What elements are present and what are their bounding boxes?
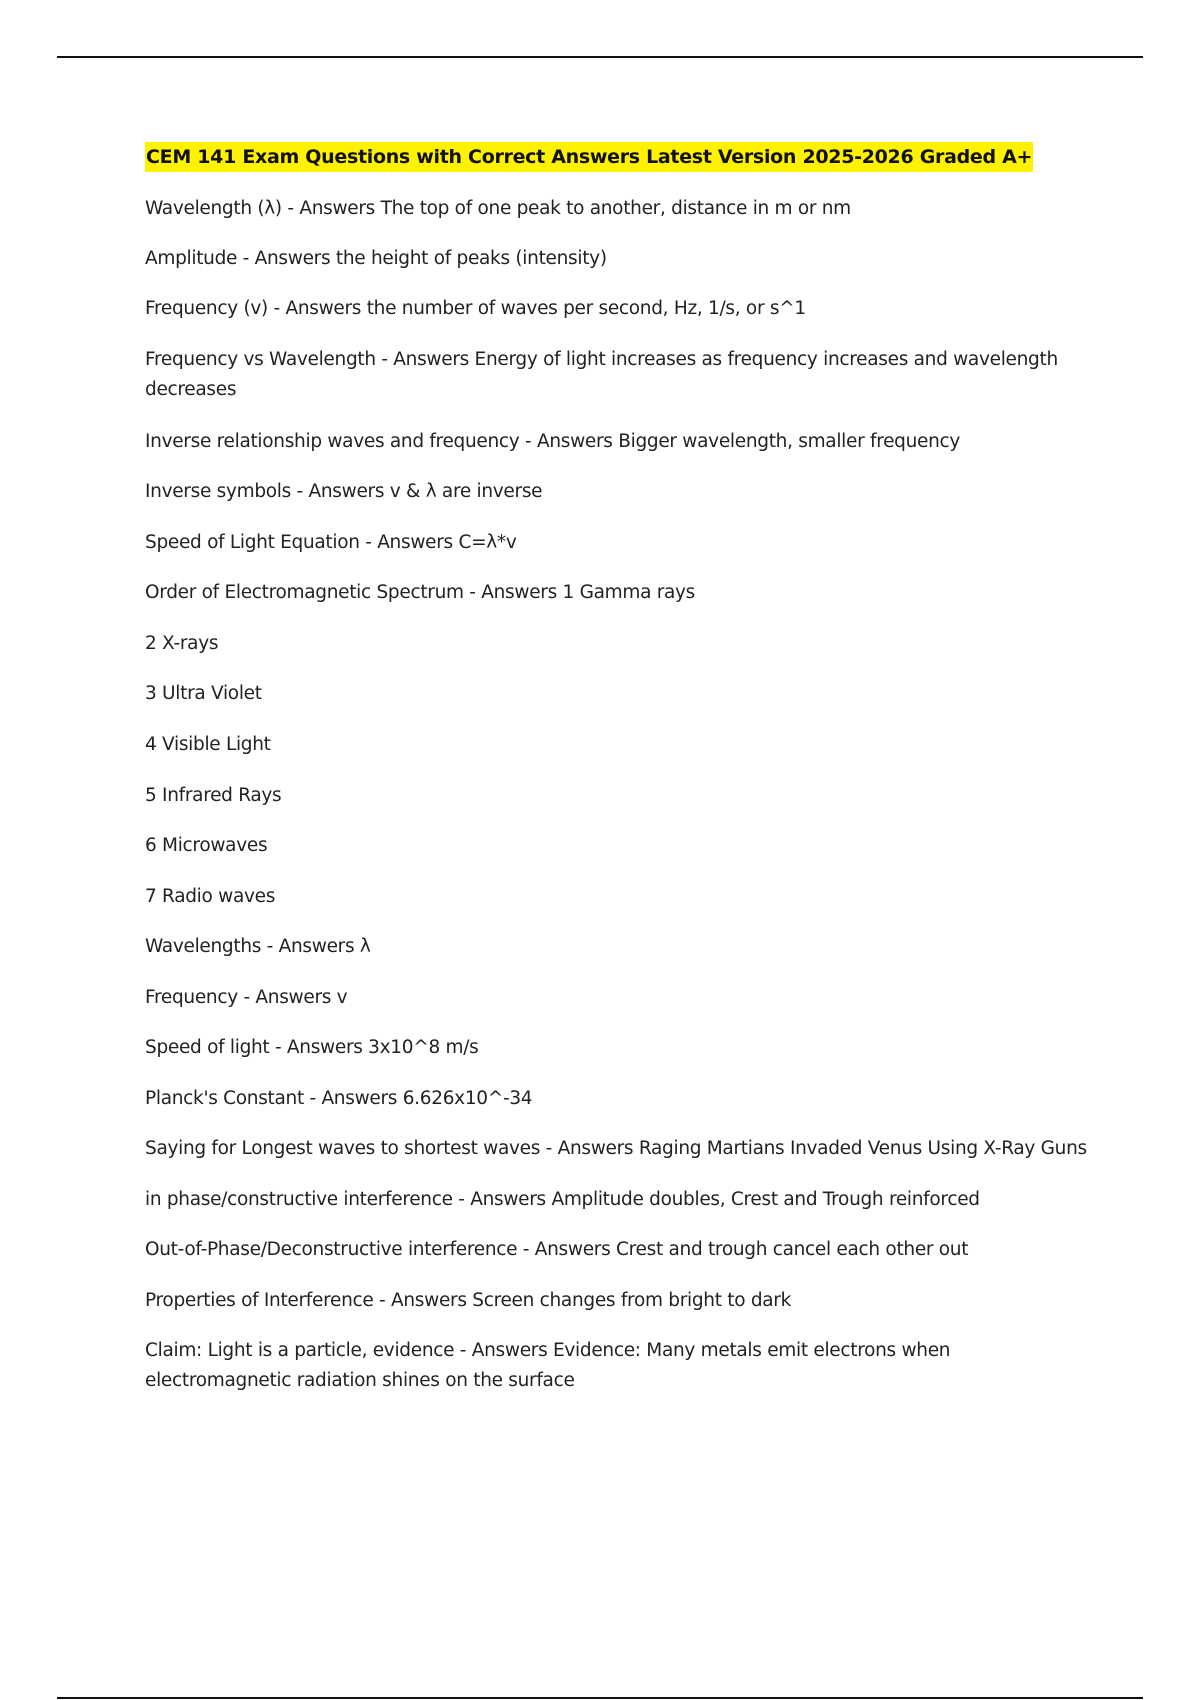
list-item: Speed of light - Answers 3x10^8 m/s <box>145 1037 479 1058</box>
header-rule <box>57 56 1143 58</box>
list-item: 2 X-rays <box>145 633 219 654</box>
list-item: 3 Ultra Violet <box>145 683 262 704</box>
list-item: Inverse symbols - Answers v & λ are inverse <box>145 481 543 502</box>
list-item: 6 Microwaves <box>145 835 268 856</box>
list-item: Wavelength (λ) - Answers The top of one peak to another, distance in m or nm <box>145 198 851 219</box>
list-item: 4 Visible Light <box>145 734 271 755</box>
list-item: Wavelengths - Answers λ <box>145 936 371 957</box>
list-item: 7 Radio waves <box>145 886 276 907</box>
list-item: Speed of Light Equation - Answers C=λ*v <box>145 532 517 553</box>
list-item: Properties of Interference - Answers Screen changes from bright to dark <box>145 1290 792 1311</box>
list-item: 5 Infrared Rays <box>145 785 282 806</box>
list-item: Frequency (v) - Answers the number of waves per second, Hz, 1/s, or s^1 <box>145 298 806 319</box>
list-item: Frequency vs Wavelength - Answers Energy of light increases as frequency increases and wavelength decreases <box>145 349 1058 400</box>
title-wrapper <box>145 142 1095 172</box>
list-item: Saying for Longest waves to shortest waves - Answers Raging Martians Invaded Venus Using X-Ray Guns <box>145 1138 1087 1159</box>
footer-rule <box>57 1697 1143 1699</box>
list-item: Claim: Light is a particle, evidence - Answers Evidence: Many metals emit electrons when electromagnetic radiation shines on the surface <box>145 1340 951 1391</box>
list-item: Out-of-Phase/Deconstructive interference - Answers Crest and trough cancel each other out <box>145 1239 969 1260</box>
list-item: Frequency - Answers v <box>145 987 348 1008</box>
list-item: Amplitude - Answers the height of peaks (intensity) <box>145 248 607 269</box>
document-body <box>145 142 1095 1396</box>
document-title: CEM 141 Exam Questions with Correct Answers Latest Version 2025-2026 Graded A+ <box>145 142 1033 172</box>
list-item: Order of Electromagnetic Spectrum - Answers 1 Gamma rays <box>145 582 696 603</box>
list-item: Inverse relationship waves and frequency - Answers Bigger wavelength, smaller frequency <box>145 431 961 452</box>
list-item: Planck's Constant - Answers 6.626x10^-34 <box>145 1088 533 1109</box>
list-item: in phase/constructive interference - Answers Amplitude doubles, Crest and Trough reinforced <box>145 1189 980 1210</box>
